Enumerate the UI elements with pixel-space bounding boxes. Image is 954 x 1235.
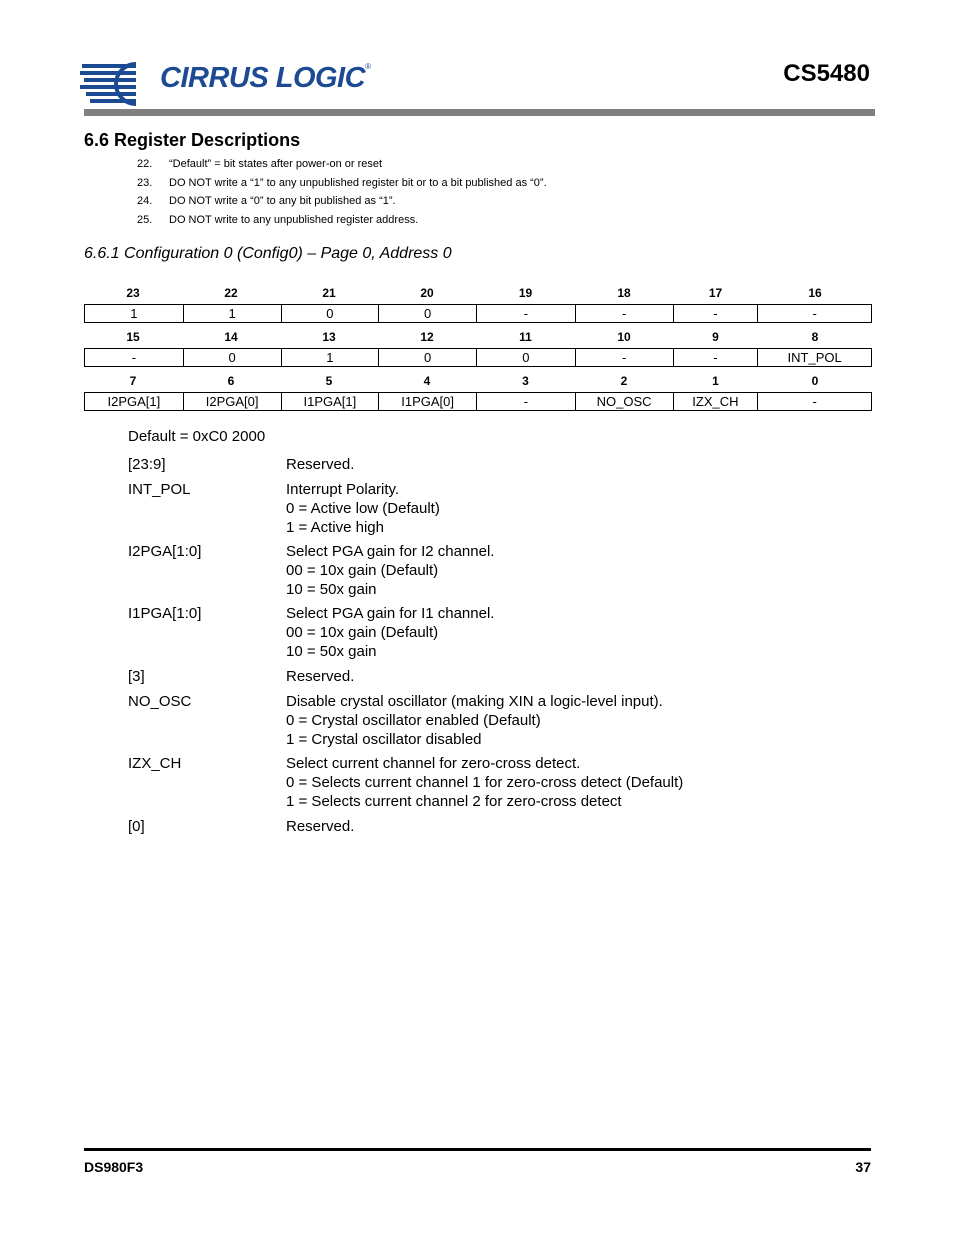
- field-name: [3]: [128, 668, 145, 685]
- bit-number: 14: [224, 330, 238, 344]
- field-text: Disable crystal oscillator (making XIN a logic-level input). 0 = Crystal oscillator enabled (Default) 1 = Crystal oscillator disabled: [286, 693, 663, 748]
- subsection-title: 6.6.1 Configuration 0 (Config0) – Page 0, Address 0: [84, 245, 452, 262]
- bit-value-row: [84, 304, 872, 323]
- bit-number: 20: [420, 286, 434, 300]
- bit-number: 0: [811, 374, 819, 388]
- field-name: I2PGA[1:0]: [128, 543, 202, 560]
- bit-value: 0: [378, 349, 476, 366]
- field-text: Interrupt Polarity. 0 = Active low (Default) 1 = Active high: [286, 481, 440, 536]
- bit-number: 6: [227, 374, 235, 388]
- bit-value: 1: [281, 349, 379, 366]
- bit-number: 13: [322, 330, 336, 344]
- field-text: Select PGA gain for I2 channel. 00 = 10x gain (Default) 10 = 50x gain: [286, 543, 495, 598]
- bit-value: IZX_CH: [673, 393, 758, 410]
- bit-number: 19: [518, 286, 533, 300]
- field-text: Select current channel for zero-cross detect. 0 = Selects current channel 1 for zero-cross detect (Default) 1 = Selects current channel 2 for zero-cross detect: [286, 755, 684, 810]
- bit-value: I1PGA[0]: [378, 393, 476, 410]
- bit-value: -: [131, 350, 137, 365]
- bit-number: 2: [620, 374, 628, 388]
- field-name: INT_POL: [128, 481, 191, 498]
- bit-number: 22: [224, 286, 238, 300]
- field-text: Reserved.: [286, 818, 355, 835]
- footer-document-number: DS980F3: [84, 1159, 144, 1175]
- bit-value: -: [673, 349, 758, 366]
- bit-number: 5: [325, 374, 333, 388]
- section-title: 6.6 Register Descriptions: [84, 130, 301, 150]
- bit-value: -: [476, 305, 575, 322]
- bit-number: 7: [129, 374, 137, 388]
- logo-wordmark: CIRRUS LOGIC®: [160, 62, 371, 94]
- bit-number-row: [84, 374, 872, 388]
- bit-number-row: [84, 286, 872, 300]
- bit-value: I2PGA[0]: [183, 393, 281, 410]
- bit-value: -: [575, 349, 673, 366]
- bit-value: I1PGA[1]: [281, 393, 379, 410]
- bit-number: 3: [522, 374, 529, 388]
- bit-value: 0: [281, 305, 379, 322]
- header-rule: [84, 109, 875, 116]
- bit-number: 10: [617, 330, 631, 344]
- field-name: [23:9]: [128, 456, 166, 473]
- bit-value-row: [84, 348, 872, 367]
- document-title: CS5480: [783, 60, 870, 87]
- bit-number-row: [84, 330, 872, 344]
- note-item: 22. “Default” = bit states after power-on or reset: [137, 158, 383, 170]
- bit-number: 15: [126, 330, 140, 344]
- bit-value: 0: [183, 349, 281, 366]
- bit-number: 18: [617, 286, 631, 300]
- note-item: 24. DO NOT write a “0” to any bit published as “1”.: [137, 195, 396, 207]
- bit-number: 16: [808, 286, 822, 300]
- bit-number: 1: [712, 374, 719, 388]
- bit-number: 8: [811, 330, 819, 344]
- company-logo: [80, 56, 371, 108]
- field-name: NO_OSC: [128, 693, 192, 710]
- cirrus-logo-icon: [80, 56, 160, 108]
- field-name: IZX_CH: [128, 755, 182, 772]
- bit-number: 23: [126, 286, 140, 300]
- bit-value: -: [757, 305, 871, 322]
- field-name: I1PGA[1:0]: [128, 605, 202, 622]
- bit-number: 12: [420, 330, 434, 344]
- field-name: [0]: [128, 818, 145, 835]
- bit-number: 17: [708, 286, 723, 300]
- bit-value: I2PGA[1]: [107, 394, 161, 409]
- bit-number: 9: [712, 330, 719, 344]
- bit-value: 1: [130, 306, 138, 321]
- field-text: Reserved.: [286, 668, 355, 685]
- bit-value: INT_POL: [757, 349, 871, 366]
- bit-value: NO_OSC: [575, 393, 673, 410]
- note-item: 23. DO NOT write a “1” to any unpublished register bit or to a bit published as “0”.: [137, 177, 547, 189]
- field-text: Reserved.: [286, 456, 355, 473]
- footer-page-number: 37: [855, 1159, 871, 1175]
- bit-number: 11: [519, 330, 532, 344]
- bit-number: 21: [322, 286, 336, 300]
- bit-value: -: [476, 393, 575, 410]
- bit-value: 1: [183, 305, 281, 322]
- bit-value-row: [84, 392, 872, 411]
- bit-value: 0: [476, 349, 575, 366]
- field-text: Select PGA gain for I1 channel. 00 = 10x gain (Default) 10 = 50x gain: [286, 605, 495, 660]
- bit-number: 4: [423, 374, 431, 388]
- note-item: 25. DO NOT write to any unpublished register address.: [137, 214, 419, 226]
- footer-rule: [84, 1148, 871, 1151]
- bit-value: -: [575, 305, 673, 322]
- bit-value: 0: [378, 305, 476, 322]
- bit-value: -: [673, 305, 758, 322]
- default-value: Default = 0xC0 2000: [128, 428, 266, 445]
- bit-value: -: [757, 393, 871, 410]
